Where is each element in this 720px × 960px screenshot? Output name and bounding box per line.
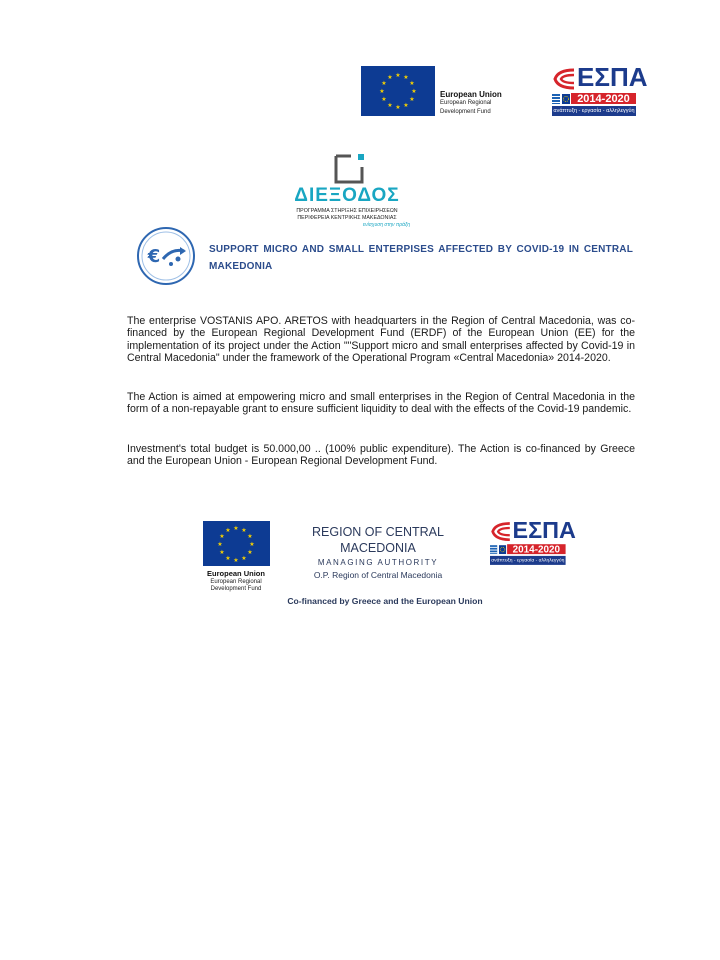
svg-text:★: ★ <box>403 74 409 81</box>
svg-text:★: ★ <box>233 525 239 532</box>
eu-fund-line1: European Regional <box>210 579 262 585</box>
svg-text:★: ★ <box>395 72 401 79</box>
espa-swoosh-icon <box>490 521 512 543</box>
eu-fund-line2: Development Fund <box>210 586 262 592</box>
espa-logo-top <box>552 62 648 117</box>
eu-logo-top <box>361 66 509 116</box>
espa-tagline: ανάπτυξη - εργασία - αλληλεγγύη <box>491 557 565 564</box>
region-name: REGION OF CENTRAL MACEDONIA <box>312 525 444 555</box>
svg-text:★: ★ <box>247 533 253 540</box>
svg-text:★: ★ <box>409 80 415 87</box>
svg-text:★: ★ <box>379 88 385 95</box>
svg-text:€: € <box>147 246 161 267</box>
svg-text:★: ★ <box>241 555 247 562</box>
euro-support-icon <box>136 226 196 286</box>
svg-text:★: ★ <box>411 88 417 95</box>
eu-stars-icon <box>203 521 270 566</box>
eu-flag-icon <box>361 66 435 116</box>
eu-logo-bottom-text <box>203 569 269 593</box>
espa-word: ΕΣΠΑ <box>577 62 648 92</box>
eu-fund-line2: Development Fund <box>440 109 491 115</box>
eu-logo-bottom <box>203 521 271 593</box>
greek-eu-flags-icon <box>490 545 506 554</box>
paragraph-enterprise: The enterprise VOSTANIS APO. ARETOS with headquarters in the Region of Central Macedonia, was co-financed by the European Regional Development Fund (ERDF) of the European Union (EE) for the implementation of its project under the Action ""Support micro and small enterprises affected by Covid-19 in Central Macedonia" under the framework of the Operational Program «Central Macedonia» 2014-2020. <box>127 315 635 365</box>
svg-text:★: ★ <box>219 533 225 540</box>
svg-text:★: ★ <box>241 527 247 534</box>
program-logo-slogan: ενίσχυση στην πράξη <box>362 222 410 228</box>
svg-text:★: ★ <box>233 557 239 564</box>
eu-fund-line1: European Regional <box>440 100 492 106</box>
program-subtitle-line2: ΠΕΡΙΦΕΡΕΙΑ ΚΕΝΤΡΙΚΗΣ ΜΑΚΕΔΟΝΙΑΣ <box>297 214 397 221</box>
espa-word: ΕΣΠΑ <box>512 516 576 544</box>
svg-text:★: ★ <box>387 74 393 81</box>
eu-stars-icon <box>361 66 435 116</box>
svg-text:★: ★ <box>225 527 231 534</box>
svg-text:★: ★ <box>403 102 409 109</box>
eu-name: European Union <box>207 569 265 578</box>
svg-text:★: ★ <box>217 541 223 548</box>
paragraph-action: The Action is aimed at empowering micro and small enterprises in the Region of Central Macedonia in the form of a non-repayable grant to ensure sufficient liquidity to deal with the effects of the Covid-19 pandemic. <box>127 391 635 416</box>
program-logo-subtitle <box>280 208 414 221</box>
svg-text:★: ★ <box>381 80 387 87</box>
espa-logo-bottom <box>490 516 576 566</box>
managing-authority: MANAGING AUTHORITY <box>317 558 439 567</box>
svg-text:★: ★ <box>247 549 253 556</box>
paragraph-budget: Investment's total budget is 50.000,00 .. (100% public expenditure). The Action is co-financed by Greece and the European Union - European Regional Development Fund. <box>127 443 635 468</box>
region-block <box>278 524 478 581</box>
svg-text:★: ★ <box>387 102 393 109</box>
svg-text:★: ★ <box>249 541 255 548</box>
espa-years: 2014-2020 <box>571 93 636 104</box>
svg-text:★: ★ <box>409 96 415 103</box>
svg-text:★: ★ <box>225 555 231 562</box>
espa-swoosh-icon <box>552 67 576 91</box>
svg-text:★: ★ <box>219 549 225 556</box>
svg-text:★: ★ <box>381 96 387 103</box>
espa-years: 2014-2020 <box>507 544 565 554</box>
diexodos-mark-icon <box>334 154 364 184</box>
op-line: O.P. Region of Central Macedonia <box>313 570 443 580</box>
eu-flag-icon <box>203 521 270 566</box>
program-subtitle-line1: ΠΡΟΓΡΑΜΜΑ ΣΤΗΡΙΞΗΣ ΕΠΙΧΕΙΡΗΣΕΩΝ <box>296 208 398 214</box>
page-heading: SUPPORT MICRO AND SMALL ENTERPISES AFFECTED BY COVID-19 IN CENTRAL MAKEDONIA <box>209 244 633 272</box>
eu-logo-text <box>440 90 502 117</box>
cofinanced-line: Co-financed by Greece and the European Union <box>287 596 483 606</box>
greek-eu-flags-icon <box>552 94 570 104</box>
program-logo-title: ΔΙΕΞΟΔΟΣ <box>294 185 400 206</box>
svg-text:★: ★ <box>395 104 401 111</box>
espa-tagline: ανάπτυξη - εργασία - αλληλεγγύη <box>553 108 635 114</box>
eu-name: European Union <box>440 90 502 99</box>
